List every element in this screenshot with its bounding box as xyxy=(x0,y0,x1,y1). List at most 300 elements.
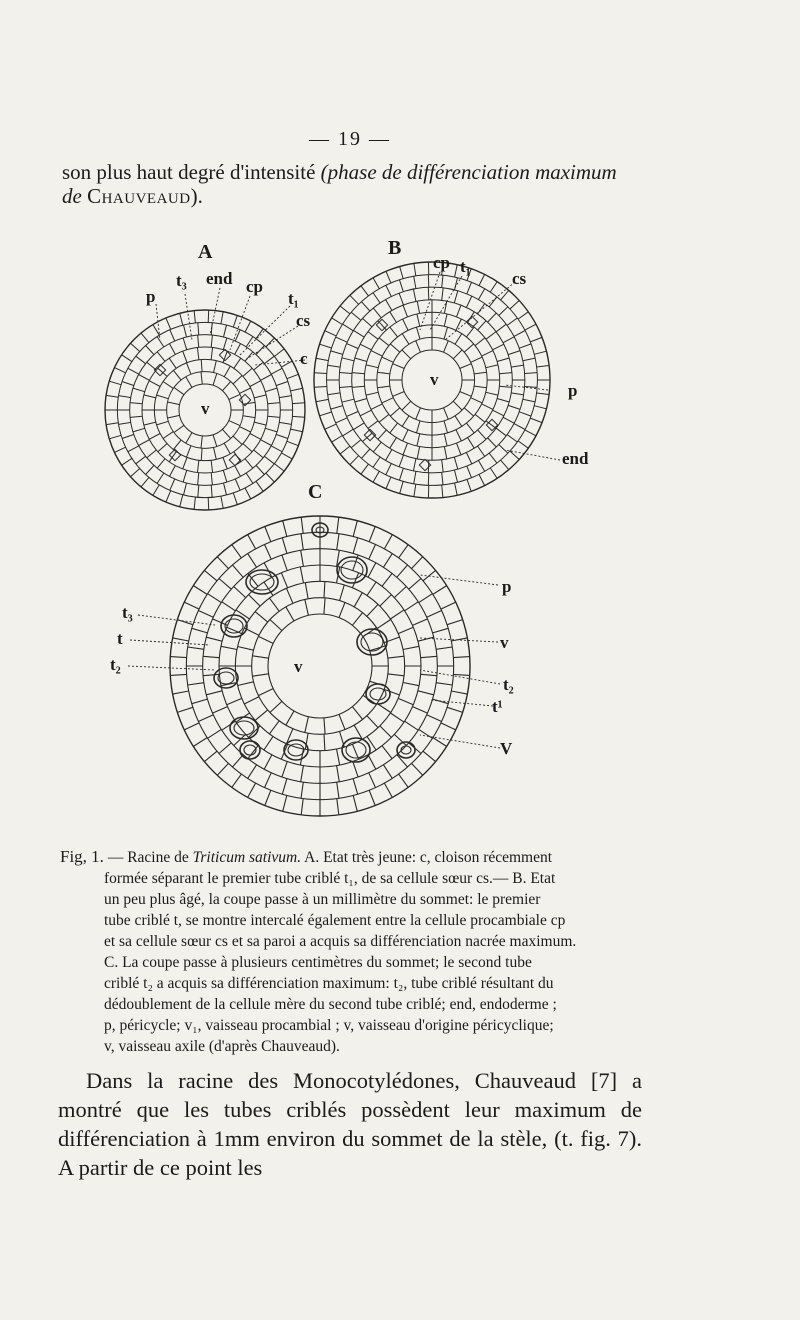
section-c-cell-wall xyxy=(206,637,222,641)
section-b-cell-wall xyxy=(453,401,462,410)
label-a-end: end xyxy=(206,269,233,288)
section-b-cell-wall xyxy=(417,314,420,326)
section-b-cell-wall xyxy=(416,408,421,420)
section-b-cell-wall xyxy=(428,287,429,300)
section-c-cell-wall xyxy=(208,594,222,603)
section-c-cell-wall xyxy=(337,799,339,815)
section-c-cell-wall xyxy=(388,674,404,676)
section-c-cell-wall xyxy=(337,534,339,550)
section-c-vessel-lumen xyxy=(250,574,274,590)
section-b-cell-wall xyxy=(402,350,411,359)
section-b-cell-wall xyxy=(417,301,419,313)
section-c-cell-wall xyxy=(282,762,287,778)
section-a-cell-wall xyxy=(245,488,251,499)
section-a-cell-wall xyxy=(243,416,255,418)
section-a-cell-wall xyxy=(245,321,251,332)
section-a-cell-wall xyxy=(274,349,284,357)
section-a-cell-wall xyxy=(174,425,184,432)
section-b-cell-wall xyxy=(417,447,419,459)
section-b-cell-wall xyxy=(413,289,416,301)
section-b-cell-wall xyxy=(499,445,508,454)
section-a-cell-wall xyxy=(166,318,171,329)
section-a-cell-wall xyxy=(141,333,149,343)
section-b-cell-wall xyxy=(390,344,400,352)
section-b-cell-wall xyxy=(393,392,405,397)
section-a-cell-wall xyxy=(245,459,253,469)
section-a-cell-wall xyxy=(198,473,199,485)
section-a-cell-wall xyxy=(211,473,212,485)
section-b-cell-wall xyxy=(382,357,394,362)
section-a-cell-wall xyxy=(235,330,240,341)
section-c-cell-wall xyxy=(193,738,207,747)
section-a-cell-wall xyxy=(122,435,134,439)
section-b-cell-wall xyxy=(497,358,509,362)
section-b-cell-wall xyxy=(525,430,536,436)
section-c-cell-wall xyxy=(394,587,406,598)
intro-end: ). xyxy=(190,184,203,208)
section-b-cell-wall xyxy=(382,398,394,403)
section-c-cell-wall xyxy=(384,535,392,549)
section-c-cell-wall xyxy=(282,555,287,571)
section-a-cell-wall xyxy=(144,422,156,425)
section-b-cell-wall xyxy=(360,410,371,416)
section-c-cell-wall xyxy=(192,628,208,633)
section-b-cell-wall xyxy=(475,414,485,422)
section-b-cell-wall xyxy=(379,338,389,346)
section-b-cell-wall xyxy=(530,418,542,423)
section-b-cell-wall xyxy=(479,474,485,485)
section-c-cell-wall xyxy=(305,599,309,615)
section-a-cell-wall xyxy=(211,485,212,497)
section-b-cell-wall xyxy=(479,274,485,285)
section-a-cell-wall xyxy=(235,344,241,355)
section-a-cell-wall xyxy=(222,429,230,438)
section-b-cell-wall xyxy=(518,312,528,319)
section-a-cell-wall xyxy=(149,434,160,440)
section-a-cell-wall xyxy=(157,337,164,347)
label-c-t2: t₂ xyxy=(110,655,121,674)
caption-line-10: v, vaisseau axile (d'après Chauveaud). xyxy=(104,1038,340,1055)
section-a-cell-wall xyxy=(133,428,145,432)
section-a-cell-wall xyxy=(133,388,145,392)
section-b-cell-wall xyxy=(362,449,370,458)
section-b-cell-wall xyxy=(351,312,361,320)
section-b-cell-wall xyxy=(474,386,487,388)
section-c-cell-wall xyxy=(382,746,392,759)
section-c-cells xyxy=(170,516,470,816)
section-c-cell-wall xyxy=(219,579,231,590)
section-c-cell-wall xyxy=(287,588,293,603)
section-a-cell-wall xyxy=(198,485,199,497)
intro-paragraph xyxy=(62,160,662,208)
section-b-cell-wall xyxy=(347,412,359,417)
section-c-cell-wall xyxy=(227,698,242,704)
section-a-cell-wall xyxy=(122,382,134,386)
section-a-cell-wall xyxy=(208,310,209,322)
section-c-cell-wall xyxy=(436,683,452,685)
section-b-cell-wall xyxy=(390,408,400,416)
label-a-cs: cs xyxy=(296,311,311,330)
section-a-cell-wall xyxy=(149,381,160,387)
section-a-cell-wall xyxy=(223,470,227,482)
section-a-cell-wall xyxy=(109,435,121,439)
section-c-cell-wall xyxy=(301,782,303,798)
section-c-cell-wall xyxy=(441,602,456,609)
section-b-cell-wall xyxy=(413,459,416,471)
section-b-cell-wall xyxy=(478,304,485,314)
section-a-cell-wall xyxy=(141,477,149,487)
section-a-cell-wall xyxy=(211,460,213,472)
section-a-cell-wall xyxy=(168,415,180,418)
section-a-cell-wall xyxy=(214,361,217,373)
section-c-cell-wall xyxy=(419,729,433,738)
section-b-cell-wall xyxy=(444,434,447,446)
section-b-cell-wall xyxy=(455,416,462,427)
section-c-cell-wall xyxy=(184,602,199,609)
section-a-cell-wall xyxy=(139,440,150,446)
section-a-cell-wall xyxy=(243,444,252,452)
section-b-cell-wall xyxy=(347,344,359,349)
section-c-cell-wall xyxy=(447,707,463,712)
section-a-cell-wall xyxy=(119,396,131,398)
section-c-cell-wall xyxy=(244,697,259,704)
section-b-cell-wall xyxy=(354,330,365,337)
caption-line-9: p, péricycle; v₁, vaisseau procambial ; v, vaisseau d'origine péricyclique; xyxy=(104,1017,554,1034)
section-c-cell-wall xyxy=(412,763,423,775)
label-c: C xyxy=(308,481,323,503)
page-number: — 19 — xyxy=(309,128,391,150)
section-a-cell-wall xyxy=(221,312,223,324)
section-a-cell-wall xyxy=(170,330,175,341)
section-a-cell-wall xyxy=(106,395,118,397)
section-c-cell-wall xyxy=(433,628,449,633)
section-c-cell-wall xyxy=(418,691,434,695)
section-c-vessel xyxy=(397,742,415,758)
section-b-cell-wall xyxy=(373,293,380,303)
section-c-cell-wall xyxy=(283,796,287,812)
section-c-cell-wall xyxy=(352,613,362,626)
section-b-cell-wall xyxy=(377,372,390,374)
section-a-cell-wall xyxy=(213,435,217,447)
section-c-cell-wall xyxy=(354,725,362,739)
section-c-cell-wall xyxy=(221,646,237,649)
section-c-cell-wall xyxy=(405,602,419,611)
section-c-cell-wall xyxy=(382,573,392,586)
caption-line-5: et sa cellule sœur cs et sa paroi a acquis sa différenciation nacrée maximum. xyxy=(104,933,577,950)
section-a-cell-wall xyxy=(201,436,202,448)
section-c-cell-wall xyxy=(198,611,213,618)
section-c-cell-wall xyxy=(398,698,413,704)
section-b-cell-wall xyxy=(454,457,458,469)
section-b-cell-wall xyxy=(493,410,504,416)
section-b-cell-wall xyxy=(499,307,508,316)
section-b-cell-wall xyxy=(361,286,369,296)
section-c-cell-wall xyxy=(353,796,357,812)
section-b-cell-wall xyxy=(342,399,354,402)
section-a-cell-wall xyxy=(268,403,280,404)
section-a-cell-wall xyxy=(157,421,169,425)
section-c-cell-wall xyxy=(301,517,303,533)
section-b-cell-wall xyxy=(386,271,391,283)
section-b-cell-wall xyxy=(444,421,448,433)
section-c-cell-wall xyxy=(248,535,256,549)
intro-italic-2: de xyxy=(62,184,88,208)
section-b-cell-wall xyxy=(403,319,409,330)
section-a-cell-wall xyxy=(240,427,251,432)
section-b-cell-wall xyxy=(488,438,497,447)
section-a-cell-wall xyxy=(233,493,237,505)
section-b-cell-wall xyxy=(325,424,336,429)
section-b-cell-wall xyxy=(444,408,449,420)
section-c-cell-wall xyxy=(301,799,303,815)
section-b-cell-wall xyxy=(478,289,484,300)
section-c-cell-wall xyxy=(281,573,287,588)
section-b-cell-wall xyxy=(499,373,512,374)
section-c-cell-wall xyxy=(282,779,287,795)
section-a-cell-wall xyxy=(274,464,284,472)
section-a-cell-wall xyxy=(254,450,264,458)
section-c-cell-wall xyxy=(380,726,392,738)
section-c-cell-wall xyxy=(384,783,392,797)
section-c-cell-wall xyxy=(203,674,219,675)
label-b-p: p xyxy=(568,381,578,400)
section-a-cell-wall xyxy=(265,428,277,432)
section-c-cell-wall xyxy=(206,691,222,695)
section-b-cell-wall xyxy=(455,265,458,277)
body-text: Dans la racine des Monocotylédones, Chauveaud [7] a montré que les tubes criblés possèdent leur maximum de différenciation à 1mm environ du sommet de la stèle, (t. fig. 7). A partir de ce point les xyxy=(58,1068,642,1180)
section-b-cell-wall xyxy=(511,393,524,395)
section-a-cell-wall xyxy=(184,483,187,495)
section-a-cell-wall xyxy=(271,446,282,452)
section-a-cell-wall xyxy=(115,368,126,373)
section-c-cell-wall xyxy=(353,762,358,778)
section-a-cell-wall xyxy=(183,351,187,363)
section-b-cell-wall xyxy=(460,392,472,397)
section-c-cell-wall xyxy=(269,598,279,611)
section-a-cell-wall xyxy=(170,479,175,490)
section-a-cell-wall xyxy=(254,422,266,425)
section-a-cell-wall xyxy=(256,465,264,474)
section-b-cell-wall xyxy=(363,318,372,326)
section-b-cell-wall xyxy=(464,408,474,416)
section-b-cell-wall xyxy=(399,293,403,305)
section-a-cell-wall xyxy=(173,440,181,450)
label-a-t3: t₃ xyxy=(176,271,187,290)
section-a-cell-wall xyxy=(186,377,192,388)
section-a-cell-wall xyxy=(224,325,227,337)
section-b-cell-wall xyxy=(371,404,382,410)
section-a-cell-wall xyxy=(119,422,131,424)
section-c-cell-wall xyxy=(337,517,339,533)
section-b-cell-wall xyxy=(373,471,379,482)
section-a-cell-wall xyxy=(234,358,241,368)
section-c-cell-wall xyxy=(398,627,413,633)
section-a-cell-wall xyxy=(221,496,223,508)
section-c-cell-wall xyxy=(390,610,404,619)
section-c-cell-wall xyxy=(377,704,391,713)
section-b-cell-wall xyxy=(508,405,520,409)
section-c-cell-wall xyxy=(453,674,469,675)
section-c-cell-wall xyxy=(265,527,271,542)
section-c-cell-wall xyxy=(258,689,273,696)
section-b-cell-wall xyxy=(455,334,462,345)
section-b-cell-wall xyxy=(428,275,429,288)
section-b-cell-wall xyxy=(442,275,443,288)
label-c-t: t xyxy=(117,629,123,648)
section-c-cell-wall xyxy=(305,717,309,733)
section-a-cell-wall xyxy=(243,402,255,404)
section-a-cell-wall xyxy=(122,458,132,465)
section-b-cell-wall xyxy=(352,386,365,387)
section-a-cell-wall xyxy=(157,395,169,399)
section-b-cell-wall xyxy=(352,373,365,374)
body-paragraph xyxy=(58,1066,642,1182)
section-a-cell-wall xyxy=(256,329,263,339)
section-a-sieve-tube xyxy=(219,349,230,360)
section-a-cell-wall xyxy=(173,370,181,380)
section-b-cell-wall xyxy=(355,399,367,403)
section-b-cell-wall xyxy=(478,430,487,439)
section-b-cell-wall xyxy=(336,337,348,342)
section-b-cell-wall xyxy=(399,468,403,480)
section-a-cell-wall xyxy=(222,382,230,391)
section-c-cell-wall xyxy=(368,755,376,769)
section-c-vessel-lumen xyxy=(218,672,234,684)
section-a-cell-wall xyxy=(264,456,274,464)
section-a-cell-wall xyxy=(233,436,242,444)
section-c-cell-wall xyxy=(367,582,376,596)
section-c-cell-wall xyxy=(238,647,254,651)
section-a-cell-wall xyxy=(254,395,266,398)
section-b-cell-wall xyxy=(514,331,525,337)
section-b-cell-wall xyxy=(339,387,352,388)
section-b-cell-wall xyxy=(496,428,506,436)
section-b-cell-wall xyxy=(468,438,475,449)
section-a-cell-wall xyxy=(214,447,217,459)
section-a-cell-wall xyxy=(153,325,159,336)
section-c-cell-wall xyxy=(369,527,375,542)
section-b-cell-wall xyxy=(511,365,524,367)
section-c-cell-wall xyxy=(324,582,325,598)
section-b-cell-wall xyxy=(314,387,327,388)
section-b-cell-wall xyxy=(331,351,343,355)
section-b-cell-wall xyxy=(402,416,409,427)
section-c-cell-wall xyxy=(265,544,272,559)
section-b-cell-wall xyxy=(332,318,343,325)
section-a-cell-wall xyxy=(166,491,171,502)
section-b-cell-wall xyxy=(355,358,367,362)
section-c-cell-wall xyxy=(352,744,358,759)
label-c-t2-right: t₂ xyxy=(503,675,514,694)
section-b-cell-wall xyxy=(508,351,520,355)
section-b-cell-wall xyxy=(373,442,381,452)
intro-italic: (phase de différenciation maximum xyxy=(320,160,617,184)
section-c-cell-wall xyxy=(421,674,437,675)
section-b-cell-wall xyxy=(519,344,531,348)
intro-text: son plus haut degré d'intensité xyxy=(62,160,321,184)
section-b-cell-wall xyxy=(366,392,378,395)
figure-root-sections xyxy=(0,230,800,850)
section-c-cell-wall xyxy=(170,674,186,675)
section-b-cell-wall xyxy=(390,312,397,323)
section-b-cell-wall xyxy=(402,401,411,410)
section-c-cell-wall xyxy=(232,545,242,558)
section-b-cell-wall xyxy=(478,460,484,471)
section-a-cell-wall xyxy=(243,368,252,376)
section-b-cell-wall xyxy=(351,440,361,448)
section-c-cell-wall xyxy=(399,545,409,558)
section-a-cell-wall xyxy=(130,416,142,417)
section-c-cell-wall xyxy=(352,707,362,720)
section-c-cell-wall xyxy=(369,773,376,788)
section-c-cell-wall xyxy=(192,699,208,704)
section-b-cell-wall xyxy=(342,358,354,361)
section-a-cell-wall xyxy=(246,473,253,483)
section-a-cell-wall xyxy=(157,459,165,469)
section-a-cell-wall xyxy=(254,362,264,370)
section-c-cell-wall xyxy=(419,594,433,603)
section-c-cell-wall xyxy=(453,657,469,658)
caption-line-7: criblé t₂ a acquis sa différenciation maximum: t₂, tube criblé résultant du xyxy=(104,975,554,992)
section-c-cell-wall xyxy=(369,544,376,559)
section-b-cell-wall xyxy=(340,446,350,454)
section-b-cell-wall xyxy=(416,341,421,353)
section-b-cell-wall xyxy=(455,483,458,495)
section-a-cell-wall xyxy=(136,356,146,364)
section-c-cell-wall xyxy=(421,656,437,657)
section-b-cell-wall xyxy=(403,305,408,317)
section-c-cell-wall xyxy=(188,683,204,685)
section-b-cell-wall xyxy=(373,278,379,289)
section-b-cell-wall xyxy=(325,331,336,336)
section-b-cell-wall xyxy=(460,364,472,369)
section-b-cell-wall xyxy=(466,327,474,337)
section-a-cell-wall xyxy=(183,338,187,350)
section-c-cell-wall xyxy=(413,619,428,626)
section-c-cell-wall xyxy=(258,636,273,643)
section-c-cell-wall xyxy=(204,751,217,761)
section-a-cell-wall xyxy=(163,432,173,439)
section-c-cell-wall xyxy=(451,691,467,694)
section-a-cell-wall xyxy=(264,356,274,364)
section-b-cell-wall xyxy=(507,318,517,325)
section-a-cell-wall xyxy=(168,402,180,405)
label-b-t1: t₁ xyxy=(460,257,471,276)
section-b-cell-wall xyxy=(414,471,416,483)
section-b-cell-wall xyxy=(339,373,352,374)
leader-lines xyxy=(128,272,560,748)
section-b-cell-wall xyxy=(493,344,504,350)
label-b-v: v xyxy=(430,370,439,389)
section-b-cell-wall xyxy=(343,324,354,331)
section-b-cell-wall xyxy=(474,372,487,374)
section-b-cell-wall xyxy=(399,455,403,467)
section-a-cell-wall xyxy=(144,395,156,398)
section-b-cell-wall xyxy=(442,472,443,485)
section-b-cell-wall xyxy=(467,466,472,478)
section-a-cell-wall xyxy=(158,444,167,452)
section-b-cell-wall xyxy=(444,301,446,313)
section-b-cell-wall xyxy=(503,337,514,343)
section-c-cell-wall xyxy=(390,713,404,722)
section-c-cell-wall xyxy=(208,729,222,738)
section-a-cell-wall xyxy=(261,375,272,381)
section-c-cell-wall xyxy=(368,563,376,577)
section-c-cell-wall xyxy=(353,779,358,795)
section-b-cell-wall xyxy=(453,350,462,359)
section-a-cell-wall xyxy=(235,466,241,477)
section-a-cell-wall xyxy=(265,388,277,392)
